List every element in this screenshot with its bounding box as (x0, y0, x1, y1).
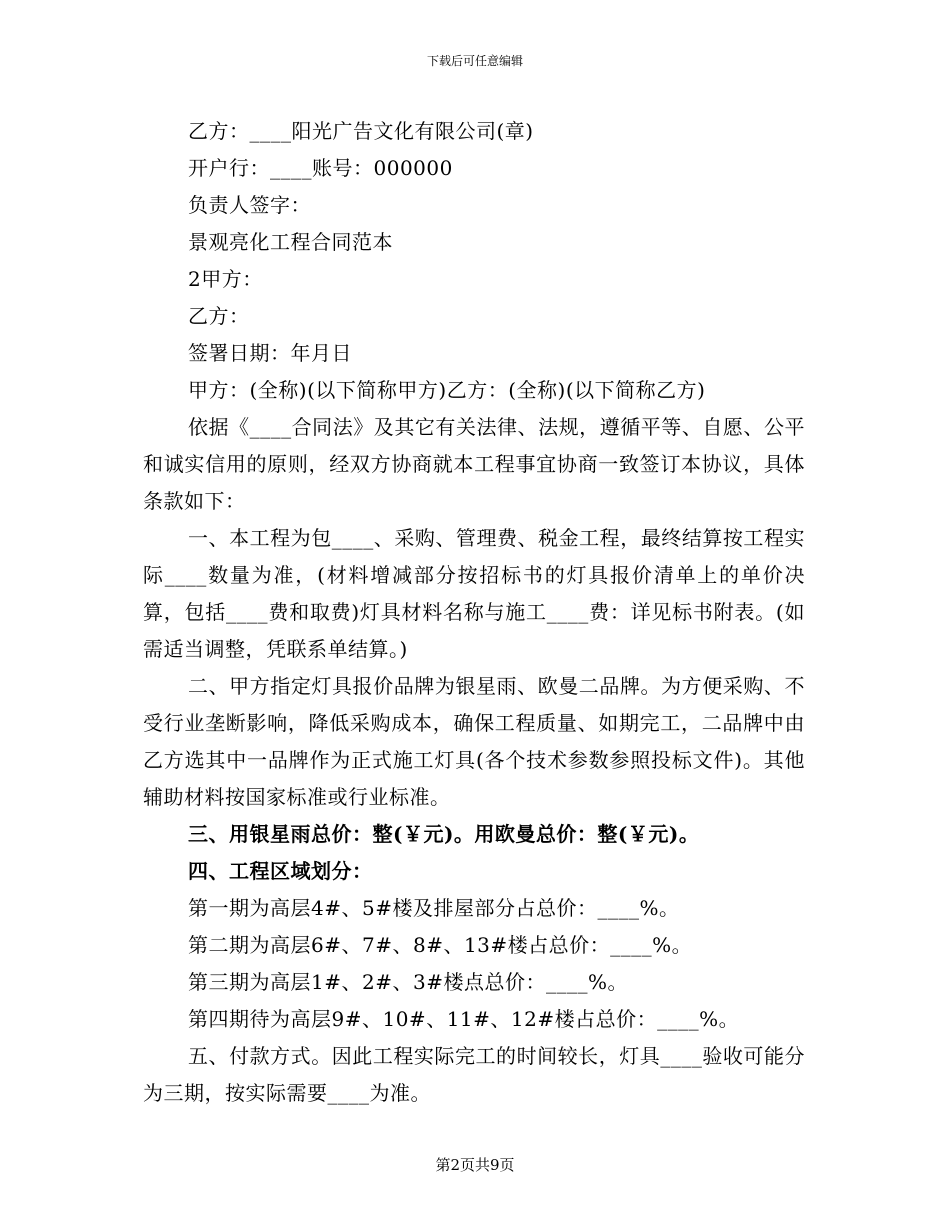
preamble-paragraph: 依据《____合同法》及其它有关法律、法规，遵循平等、自愿、公平和诚实信用的原则，经双方协商就本工程事宜协商一致签订本协议，具体条款如下： (143, 415, 805, 513)
clause-5: 五、付款方式。因此工程实际完工的时间较长，灯具____验收可能分为三期，按实际需要____为准。 (143, 1044, 805, 1105)
bank-account-line: 开户行：____账号：000000 (188, 156, 453, 180)
phase-3-line: 第三期为高层1#、2#、3#楼点总价：____%。 (188, 970, 628, 994)
clause-3: 三、用银星雨总价：整(￥元)。用欧曼总价：整(￥元)。 (188, 822, 700, 846)
signature-line: 负责人签字： (188, 193, 311, 217)
phase-1-line: 第一期为高层4#、5#楼及排屋部分占总价：____%。 (188, 896, 680, 920)
clause-2: 二、甲方指定灯具报价品牌为银星雨、欧曼二品牌。为方便采购、不受行业垄断影响，降低采购成本，确保工程质量、如期完工，二品牌中由乙方选其中一品牌作为正式施工灯具(各个技术参数参照投标文件)。其他辅助材料按国家标准或行业标准。 (143, 674, 805, 809)
party-b-line-2: 乙方： (188, 304, 250, 328)
contract-title: 景观亮化工程合同范本 (188, 230, 393, 254)
sign-date-line: 签署日期：年月日 (188, 341, 352, 365)
party-b-line: 乙方：____阳光广告文化有限公司(章) (188, 119, 534, 143)
phase-4-line: 第四期待为高层9#、10#、11#、12#楼占总价：____%。 (188, 1007, 740, 1031)
phase-2-line: 第二期为高层6#、7#、8#、13#楼占总价：____%。 (188, 933, 693, 957)
parties-fullname-line: 甲方：(全称)(以下简称甲方)乙方：(全称)(以下简称乙方) (188, 378, 706, 402)
clause-1: 一、本工程为包____、采购、管理费、税金工程，最终结算按工程实际____数量为准，(材料增减部分按招标书的灯具报价清单上的单价决算，包括____费和取费)灯具材料名称与施工____费：详见标书附表。(如需适当调整，凭联系单结算。) (143, 526, 805, 661)
document-body (143, 113, 805, 1112)
party-a-line: 2甲方： (188, 267, 263, 291)
page-header: 下载后可任意编辑 (426, 54, 523, 68)
clause-4-heading: 四、工程区域划分： (188, 859, 373, 883)
page-footer: 第2页共9页 (435, 1156, 515, 1174)
